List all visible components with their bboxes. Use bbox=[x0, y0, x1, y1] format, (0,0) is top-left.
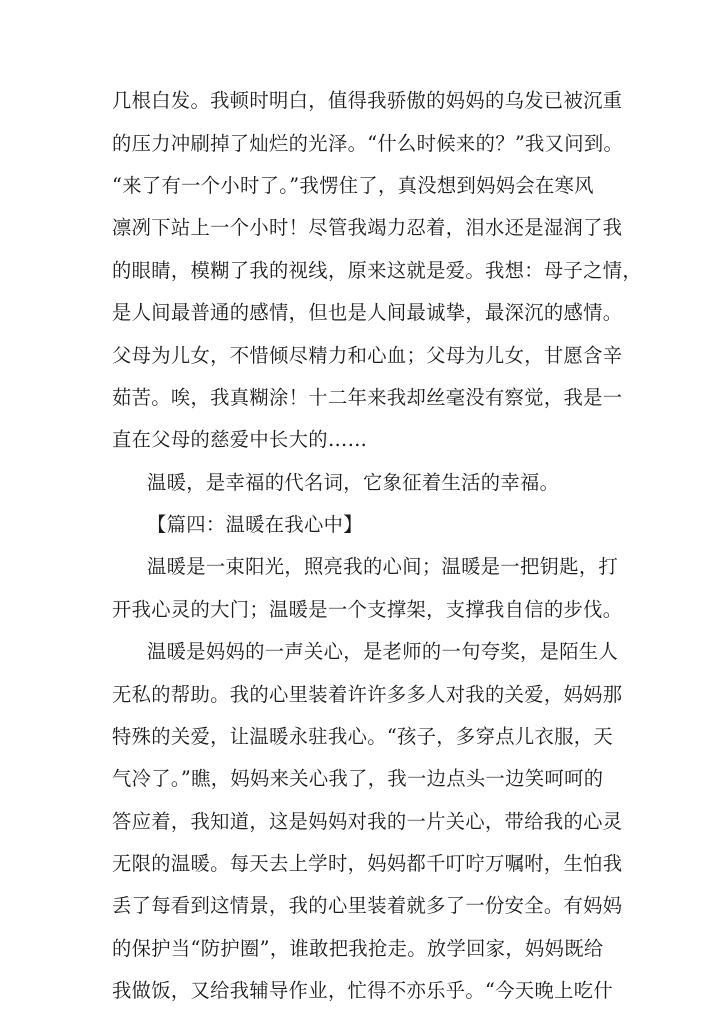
text-line-13: 开我心灵的大门；温暖是一个支撑架，支撑我自信的步伐。 bbox=[112, 598, 623, 621]
text-line-18: 答应着，我知道，这是妈妈对我的一片关心，带给我的心灵 bbox=[112, 810, 623, 833]
text-line-7: 父母为儿女，不惜倾尽精力和心血；父母为儿女，甘愿含辛 bbox=[112, 344, 623, 367]
text-line-4: 凛冽下站上一个小时！尽管我竭力忍着，泪水还是湿润了我 bbox=[112, 216, 623, 239]
text-line-9: 直在父母的慈爱中长大的…… bbox=[112, 428, 368, 451]
text-line-22: 我做饭，又给我辅导作业，忙得不亦乐乎。“今天晚上吃什 bbox=[112, 979, 613, 1002]
text-line-12: 温暖是一束阳光，照亮我的心间；温暖是一把钥匙，打 bbox=[147, 555, 619, 578]
text-line-15: 无私的帮助。我的心里装着许许多多人对我的关爱，妈妈那 bbox=[112, 683, 623, 706]
text-line-14: 温暖是妈妈的一声关心，是老师的一句夸奖，是陌生人 bbox=[147, 640, 619, 663]
text-line-5: 的眼睛，模糊了我的视线，原来这就是爱。我想：母子之情， bbox=[112, 259, 643, 282]
text-line-17: 气冷了。”瞧，妈妈来关心我了，我一边点头一边笑呵呵的 bbox=[112, 767, 604, 790]
text-line-2: 的压力冲刷掉了灿烂的光泽。“什么时候来的？”我又问到。 bbox=[112, 132, 624, 155]
text-line-8: 茹苦。唉，我真糊涂！十二年来我却丝毫没有察觉，我是一 bbox=[112, 386, 623, 409]
text-line-16: 特殊的关爱，让温暖永驻我心。“孩子，多穿点儿衣服，天 bbox=[112, 725, 613, 748]
paragraph-summary: 温暖，是幸福的代名词，它象征着生活的幸福。 bbox=[147, 471, 560, 494]
text-line-6: 是人间最普通的感情，但也是人间最诚挚，最深沉的感情。 bbox=[112, 301, 623, 324]
text-line-21: 的保护当“防护圈”，谁敢把我抢走。放学回家，妈妈既给 bbox=[112, 937, 604, 960]
text-line-20: 丢了每看到这情景，我的心里装着就多了一份安全。有妈妈 bbox=[112, 894, 623, 917]
text-line-1: 几根白发。我顿时明白，值得我骄傲的妈妈的乌发已被沉重 bbox=[112, 89, 623, 112]
section-heading: 【篇四：温暖在我心中】 bbox=[147, 513, 363, 536]
text-line-19: 无限的温暖。每天去上学时，妈妈都千叮咛万嘱咐，生怕我 bbox=[112, 852, 623, 875]
text-line-3: “来了有一个小时了。”我愣住了，真没想到妈妈会在寒风 bbox=[112, 174, 594, 197]
